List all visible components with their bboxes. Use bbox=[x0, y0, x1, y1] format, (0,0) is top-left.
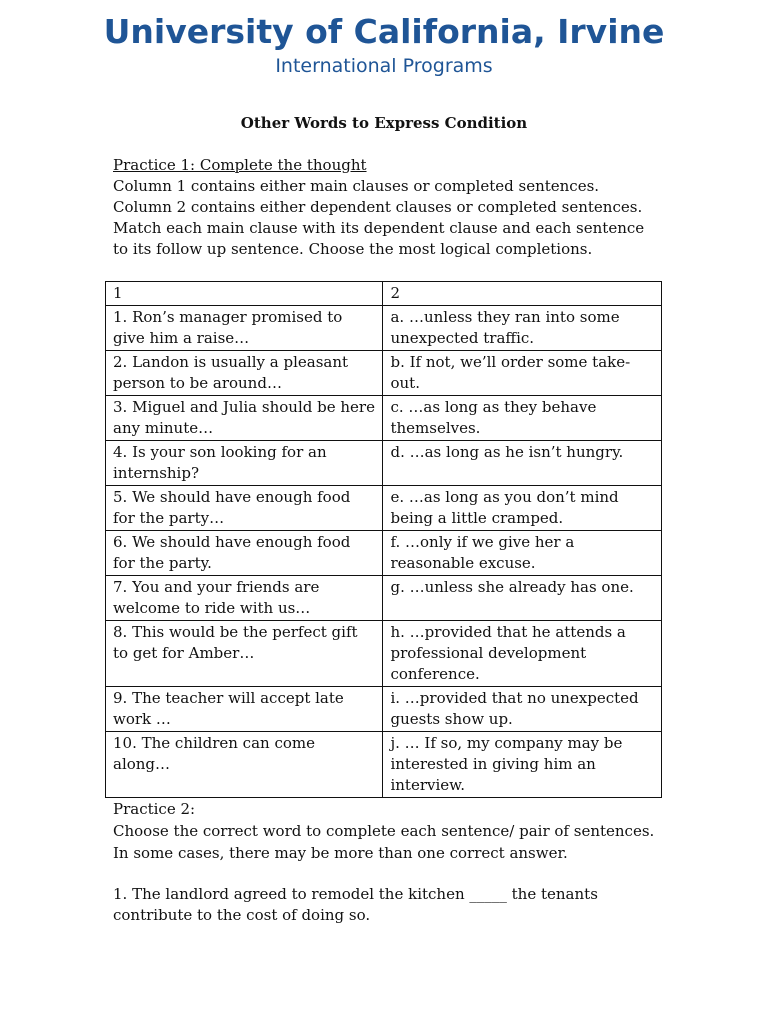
table-cell-completion: a. …unless they ran into some unexpected traffic. bbox=[383, 306, 662, 351]
table-cell-completion: g. …unless she already has one. bbox=[383, 576, 662, 621]
table-row bbox=[106, 396, 662, 441]
table-cell-completion: j. … If so, my company may be interested in giving him an interview. bbox=[383, 732, 662, 798]
table-cell-main-clause: 10. The children can come along… bbox=[106, 732, 383, 798]
table-cell-main-clause: 4. Is your son looking for an internship? bbox=[106, 441, 383, 486]
table-row bbox=[106, 732, 662, 798]
practice2-heading: Practice 2: bbox=[113, 800, 196, 818]
table-cell-completion: f. …only if we give her a reasonable excuse. bbox=[383, 531, 662, 576]
document-header bbox=[0, 12, 768, 80]
table-row bbox=[106, 531, 662, 576]
matching-table bbox=[105, 281, 662, 798]
table-cell-completion: d. …as long as he isn’t hungry. bbox=[383, 441, 662, 486]
university-name: University of California, Irvine bbox=[103, 12, 665, 51]
table-row bbox=[106, 621, 662, 687]
table-cell-main-clause: 1. Ron’s manager promised to give him a raise… bbox=[106, 306, 383, 351]
table-row bbox=[106, 441, 662, 486]
page-title: Other Words to Express Condition bbox=[240, 114, 528, 132]
table-cell-main-clause: 9. The teacher will accept late work … bbox=[106, 687, 383, 732]
practice2-question-1: 1. The landlord agreed to remodel the kitchen _____ the tenants contribute to the cost of doing so. bbox=[113, 885, 598, 924]
table-cell-completion: b. If not, we’ll order some take-out. bbox=[383, 351, 662, 396]
table-cell-completion: c. …as long as they behave themselves. bbox=[383, 396, 662, 441]
table-cell-completion: i. …provided that no unexpected guests show up. bbox=[383, 687, 662, 732]
table-row bbox=[106, 306, 662, 351]
practice2-instructions: Choose the correct word to complete each sentence/ pair of sentences. In some cases, there may be more than one correct answer. bbox=[113, 822, 655, 862]
table-cell-completion: e. …as long as you don’t mind being a little cramped. bbox=[383, 486, 662, 531]
program-name: International Programs bbox=[275, 55, 493, 77]
practice1-instructions: Column 1 contains either main clauses or completed sentences. Column 2 contains either dependent clauses or completed sentences. Match each main clause with its dependent clause and each sentence to its follow up sentence. Choose the most logical completions. bbox=[113, 177, 645, 258]
table-header-row bbox=[106, 282, 662, 306]
table-cell-main-clause: 3. Miguel and Julia should be here any minute… bbox=[106, 396, 383, 441]
table-cell-main-clause: 2. Landon is usually a pleasant person to be around… bbox=[106, 351, 383, 396]
table-cell-completion: h. …provided that he attends a professional development conference. bbox=[383, 621, 662, 687]
column-header-2: 2 bbox=[383, 282, 662, 306]
table-row bbox=[106, 687, 662, 732]
table-row bbox=[106, 351, 662, 396]
table-cell-main-clause: 8. This would be the perfect gift to get for Amber… bbox=[106, 621, 383, 687]
table-row bbox=[106, 576, 662, 621]
table-cell-main-clause: 6. We should have enough food for the party. bbox=[106, 531, 383, 576]
table-cell-main-clause: 7. You and your friends are welcome to ride with us… bbox=[106, 576, 383, 621]
table-cell-main-clause: 5. We should have enough food for the party… bbox=[106, 486, 383, 531]
practice1-heading: Practice 1: Complete the thought bbox=[113, 156, 367, 174]
column-header-1: 1 bbox=[106, 282, 383, 306]
table-row bbox=[106, 486, 662, 531]
